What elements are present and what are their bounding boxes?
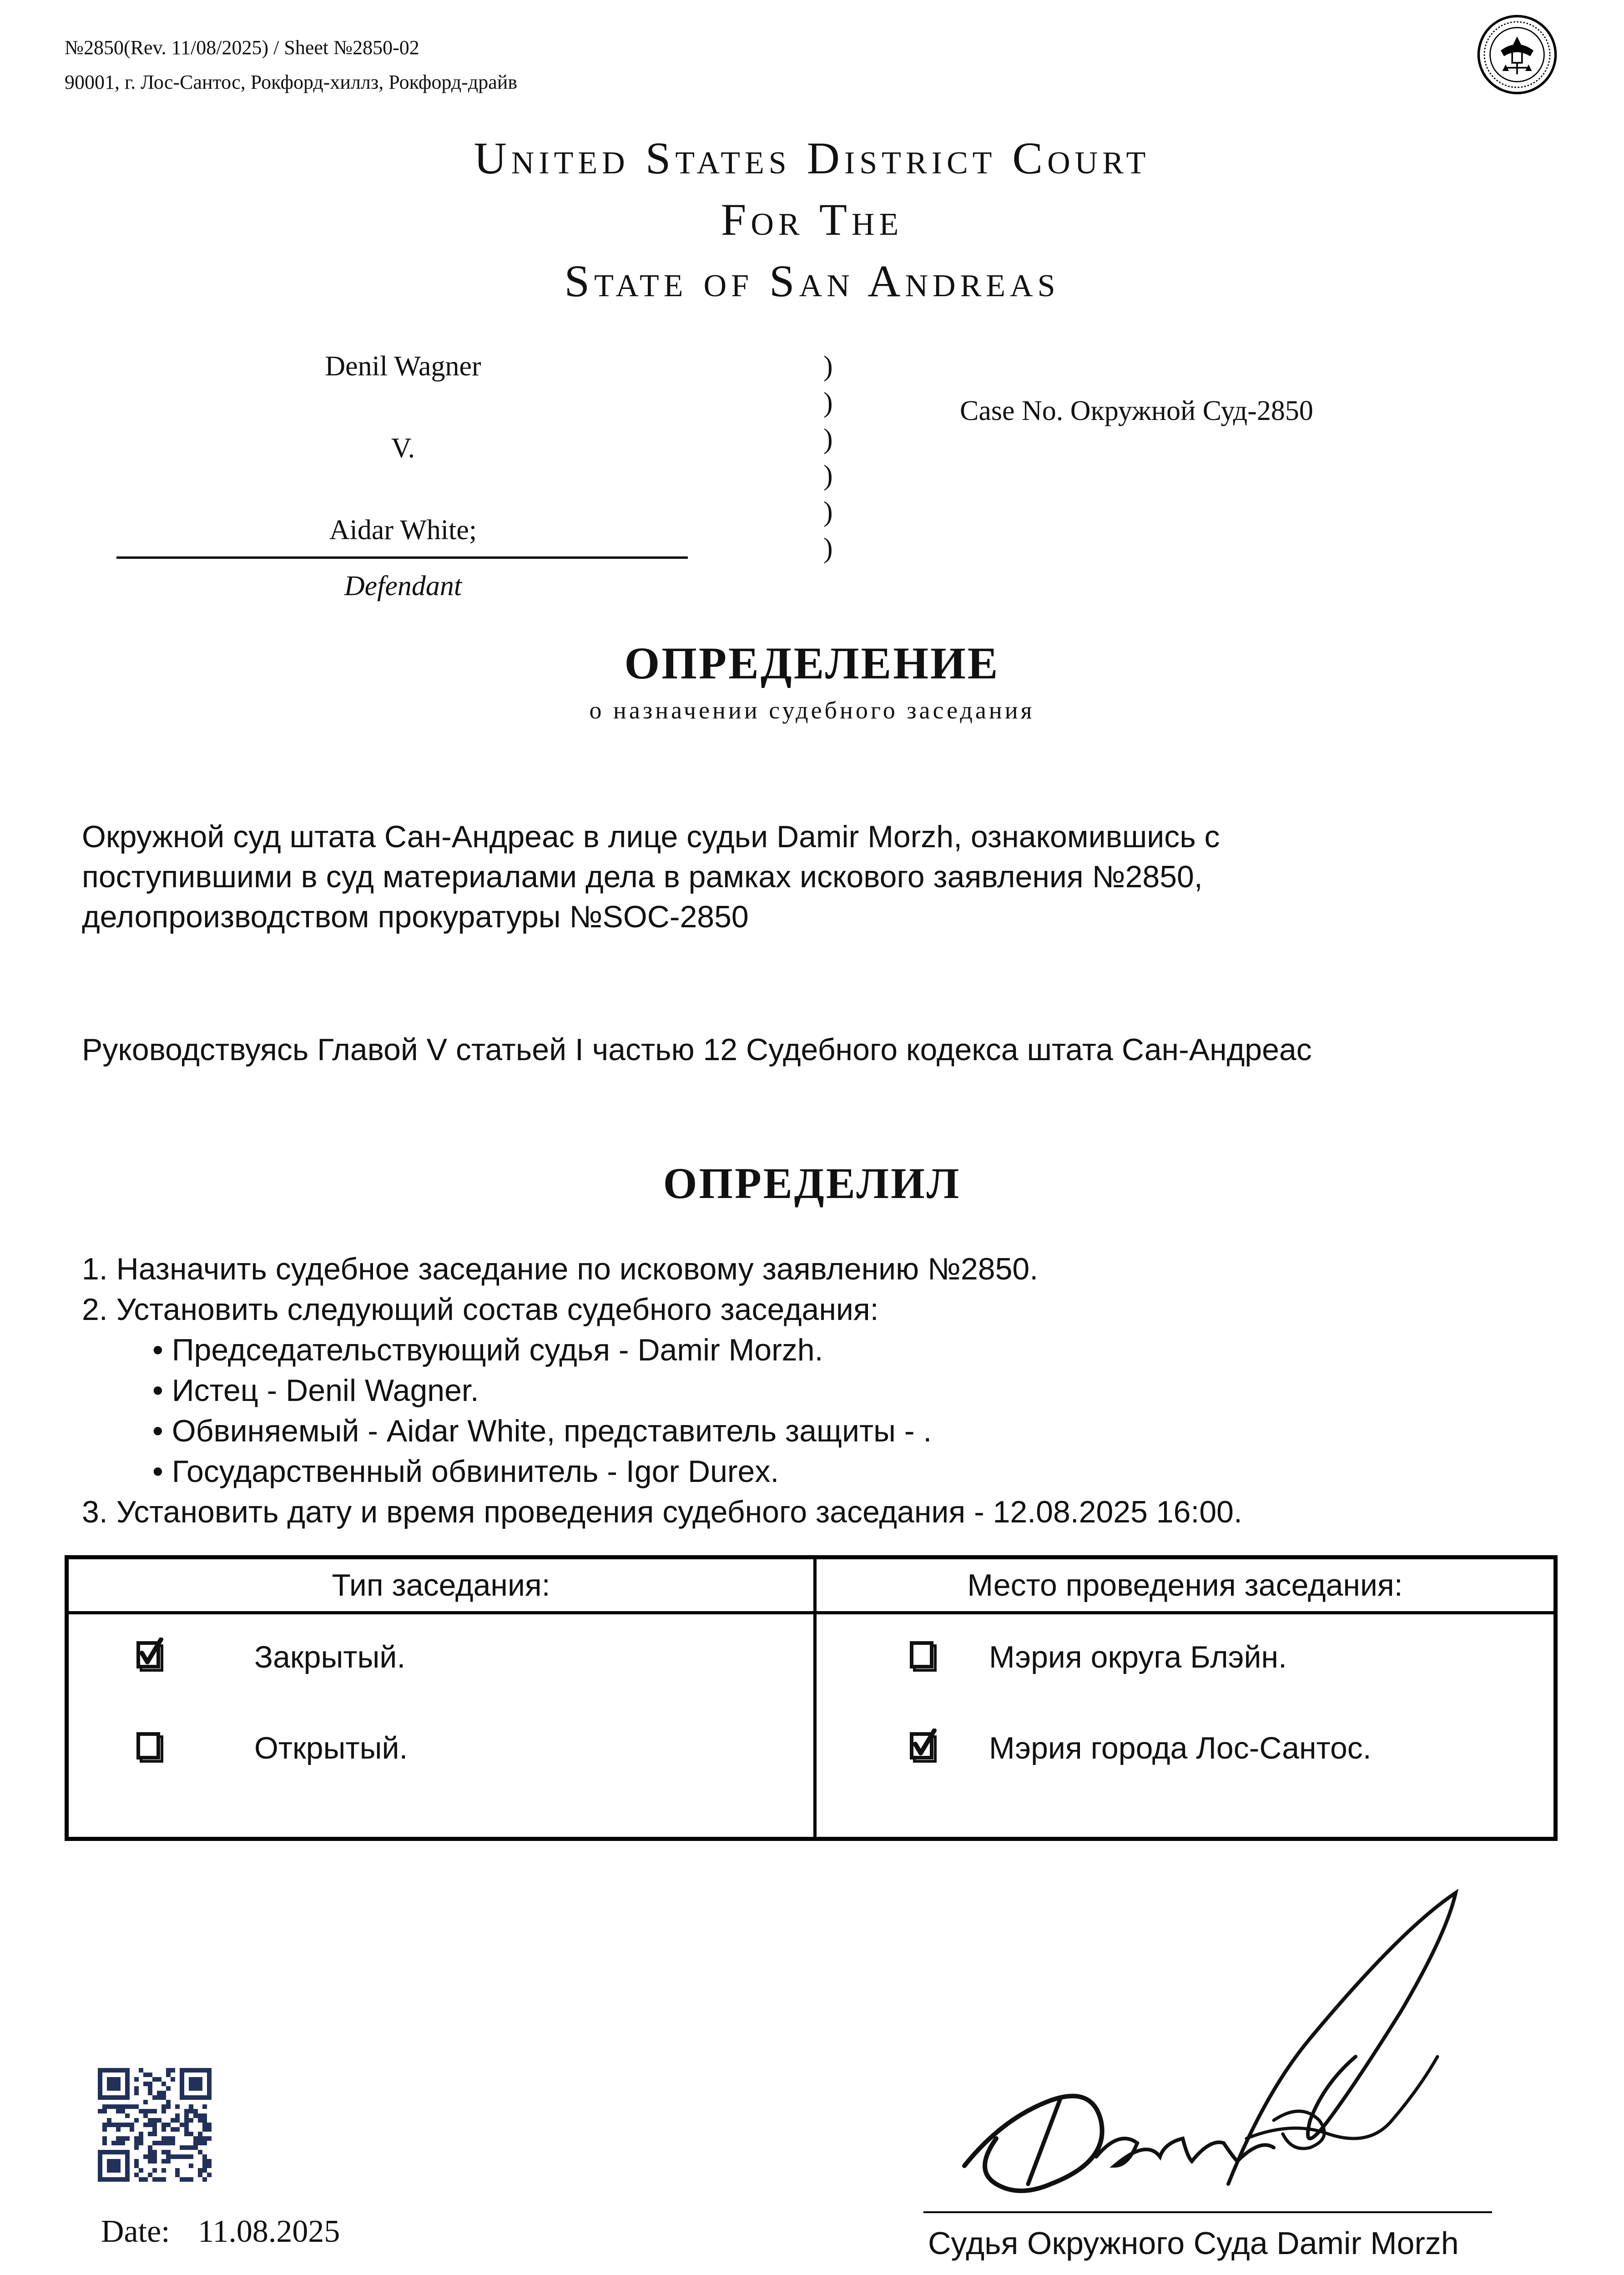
signer-title: Судья Окружного Суда Damir Morzh <box>928 2225 1459 2261</box>
session-details-table <box>65 1555 1558 1841</box>
defendant-role: Defendant <box>344 571 462 602</box>
versus-label: V. <box>391 433 415 464</box>
paren: ) <box>823 460 833 491</box>
court-name-line1: United States District Court <box>474 133 1150 183</box>
ruling-list <box>82 1249 1583 1532</box>
session-location-header: Место проведения заседания: <box>967 1568 1403 1603</box>
composition-plaintiff: • Истец - Denil Wagner. <box>152 1373 479 1408</box>
location-blaine-label: Мэрия округа Блэйн. <box>989 1640 1287 1674</box>
intro-paragraph <box>82 817 1574 937</box>
ruling-item-2: 2. Установить следующий состав судебного заседания: <box>82 1292 879 1327</box>
session-type-closed-label: Закрытый. <box>254 1640 406 1674</box>
composition-defendant: • Обвиняемый - Aidar White, представитель защиты - . <box>152 1414 932 1448</box>
intro-line: делопроизводством прокуратуры №SOC-2850 <box>82 900 749 934</box>
caption-divider <box>116 556 688 559</box>
document-subtitle: о назначении судебного заседания <box>589 697 1035 724</box>
date-label: Date: <box>101 2214 170 2249</box>
session-type-header: Тип заседания: <box>332 1568 550 1603</box>
session-type-open-checkbox[interactable] <box>134 1729 165 1764</box>
paren: ) <box>823 351 833 382</box>
ruling-title: ОПРЕДЕЛИЛ <box>663 1159 961 1208</box>
signature-line <box>923 2211 1492 2213</box>
case-number: Case No. Окружной Суд-2850 <box>960 395 1313 426</box>
document-title: ОПРЕДЕЛЕНИЕ <box>624 638 1000 688</box>
date-value: 11.08.2025 <box>198 2214 340 2249</box>
composition-judge: • Председательствующий судья - Damir Morzh. <box>152 1333 823 1367</box>
table-column-divider <box>813 1559 817 1837</box>
court-seal <box>1476 14 1558 96</box>
legal-basis: Руководствуясь Главой V статьей I частью 12 Судебного кодекса штата Сан-Андреас <box>82 1032 1312 1067</box>
location-los-santos-label: Мэрия города Лос-Сантос. <box>989 1731 1372 1765</box>
intro-line: Окружной суд штата Сан-Андреас в лице судьи Damir Morzh, ознакомившись с <box>82 819 1220 854</box>
court-address: 90001, г. Лос-Сантос, Рокфорд-хиллз, Рокфорд-драйв <box>65 71 518 93</box>
court-name-line2: For The <box>721 194 903 245</box>
ruling-item-3: 3. Установить дату и время проведения судебного заседания - 12.08.2025 16:00. <box>82 1495 1242 1529</box>
location-los-santos-checkbox[interactable] <box>907 1729 938 1764</box>
judge-signature <box>946 1866 1515 2230</box>
plaintiff-name: Denil Wagner <box>325 351 481 382</box>
intro-line: поступившими в суд материалами дела в рамках искового заявления №2850, <box>82 859 1203 894</box>
defendant-name: Aidar White; <box>329 515 477 546</box>
paren: ) <box>823 387 833 418</box>
paren: ) <box>823 533 833 564</box>
session-type-open-label: Открытый. <box>254 1731 408 1765</box>
caption-parens <box>823 348 833 566</box>
composition-prosecutor: • Государственный обвинитель - Igor Durex. <box>152 1454 779 1489</box>
paren: ) <box>823 424 833 455</box>
reference-number: №2850(Rev. 11/08/2025) / Sheet №2850-02 <box>65 36 419 59</box>
location-blaine-checkbox[interactable] <box>907 1638 938 1673</box>
paren: ) <box>823 496 833 527</box>
ruling-item-1: 1. Назначить судебное заседание по исковому заявлению №2850. <box>82 1252 1039 1286</box>
table-header-divider <box>69 1611 1553 1614</box>
court-name-line3: State of San Andreas <box>564 256 1060 306</box>
session-type-closed-checkbox[interactable] <box>134 1638 165 1673</box>
qr-code <box>98 2068 212 2182</box>
